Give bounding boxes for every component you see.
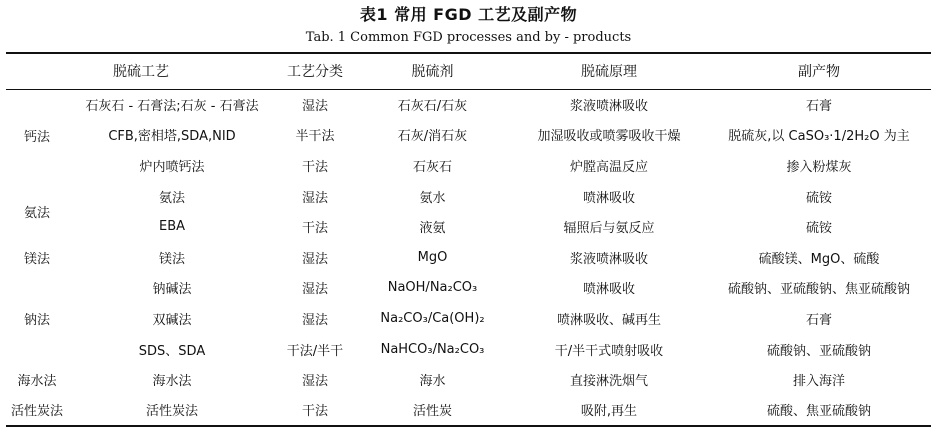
principle-cell: 加湿吸收或喷雾吸收干燥	[537, 129, 681, 145]
process-cell: EBA	[158, 219, 186, 235]
table-row	[6, 334, 931, 365]
principle-cell: 浆液喷淋吸收	[569, 251, 648, 267]
process-cell: 双碱法	[152, 312, 192, 328]
byproduct-cell: 硫铵	[805, 221, 832, 237]
table-row	[6, 395, 931, 426]
table-row	[6, 211, 931, 242]
agent-cell: Na₂CO₃/Ca(OH)₂	[380, 310, 485, 326]
byproduct-cell: 硫酸钠、亚硫酸钠、焦亚硫酸钠	[727, 282, 910, 298]
byproduct-cell: 石膏	[805, 99, 832, 115]
principle-cell: 吸附,再生	[511, 395, 707, 426]
table-row	[6, 303, 931, 334]
category-cell: 湿法	[301, 190, 328, 206]
table-row	[6, 364, 931, 395]
agent-cell: NaHCO₃/Na₂CO₃	[380, 341, 485, 357]
process-cell: 钠碱法	[152, 282, 192, 298]
category-cell: 干法	[301, 159, 328, 175]
table-row	[6, 242, 931, 273]
table-header-row	[6, 53, 931, 89]
principle-cell: 辐照后与氨反应	[563, 221, 655, 237]
principle-cell: 喷淋吸收	[582, 282, 635, 298]
principle-cell: 浆液喷淋吸收	[569, 99, 648, 115]
process-cell: 炉内喷钙法	[139, 159, 205, 175]
category-cell: 干法	[276, 395, 354, 426]
agent-cell: 石灰石/石灰	[397, 99, 468, 115]
header-byproduct: 副产物	[707, 53, 931, 89]
category-cell: 湿法	[301, 312, 328, 328]
category-cell: 湿法	[301, 374, 328, 390]
table-title-cn: 表1 常用 FGD 工艺及副产物	[359, 5, 578, 24]
table-row	[6, 150, 931, 181]
agent-cell: MgO	[417, 249, 448, 265]
category-cell: 半干法	[295, 129, 335, 145]
agent-cell: 活性炭	[354, 395, 511, 426]
process-cell: 镁法	[158, 251, 185, 267]
principle-cell: 直接淋洗烟气	[569, 374, 648, 390]
category-cell: 干法/半干	[286, 343, 344, 359]
table-title-en: Tab. 1 Common FGD processes and by - products	[305, 30, 632, 45]
principle-cell: 干/半干式喷射吸收	[554, 343, 664, 359]
principle-cell: 喷淋吸收、碱再生	[556, 312, 661, 328]
byproduct-cell: 掺入粉煤灰	[786, 159, 852, 175]
category-cell: 干法	[301, 221, 328, 237]
byproduct-cell: 硫酸镁、MgO、硫酸	[758, 251, 880, 267]
agent-cell: 氨水	[419, 190, 446, 206]
process-cell: 活性炭法	[68, 395, 276, 426]
method-cell: 活性炭法	[6, 395, 68, 426]
method-cell: 钠法	[23, 312, 50, 328]
principle-cell: 喷淋吸收	[582, 190, 635, 206]
process-cell: SDS、SDA	[138, 343, 206, 359]
fgd-table	[6, 52, 931, 427]
header-principle: 脱硫原理	[511, 53, 707, 89]
process-cell: CFB,密相塔,SDA,NID	[108, 129, 236, 145]
category-cell: 湿法	[301, 251, 328, 267]
process-cell: 海水法	[152, 374, 192, 390]
agent-cell: 液氨	[419, 221, 446, 237]
method-cell: 海水法	[17, 374, 57, 390]
principle-cell: 炉膛高温反应	[569, 159, 648, 175]
table-row	[6, 181, 931, 212]
byproduct-cell: 硫铵	[805, 190, 832, 206]
table-row	[6, 273, 931, 304]
table-row	[6, 120, 931, 151]
process-cell: 氨法	[158, 190, 185, 206]
agent-cell: 石灰/消石灰	[397, 129, 468, 145]
byproduct-cell: 脱硫灰,以 CaSO₃·1/2H₂O 为主	[728, 129, 910, 145]
table-row	[6, 89, 931, 120]
header-category: 工艺分类	[276, 53, 354, 89]
method-cell: 钙法	[23, 129, 50, 145]
byproduct-cell: 硫酸、焦亚硫酸钠	[707, 395, 931, 426]
process-cell: 石灰石 - 石膏法;石灰 - 石膏法	[85, 99, 259, 115]
agent-cell: NaOH/Na₂CO₃	[387, 280, 478, 296]
byproduct-cell: 排入海洋	[792, 374, 845, 390]
category-cell: 湿法	[301, 99, 328, 115]
agent-cell: 海水	[419, 374, 446, 390]
byproduct-cell: 石膏	[805, 312, 832, 328]
agent-cell: 石灰石	[412, 159, 452, 175]
header-agent: 脱硫剂	[354, 53, 511, 89]
byproduct-cell: 硫酸钠、亚硫酸钠	[766, 343, 871, 359]
method-cell: 氨法	[23, 205, 50, 221]
method-cell: 镁法	[23, 251, 50, 267]
category-cell: 湿法	[301, 282, 328, 298]
header-process: 脱硫工艺	[6, 53, 276, 89]
